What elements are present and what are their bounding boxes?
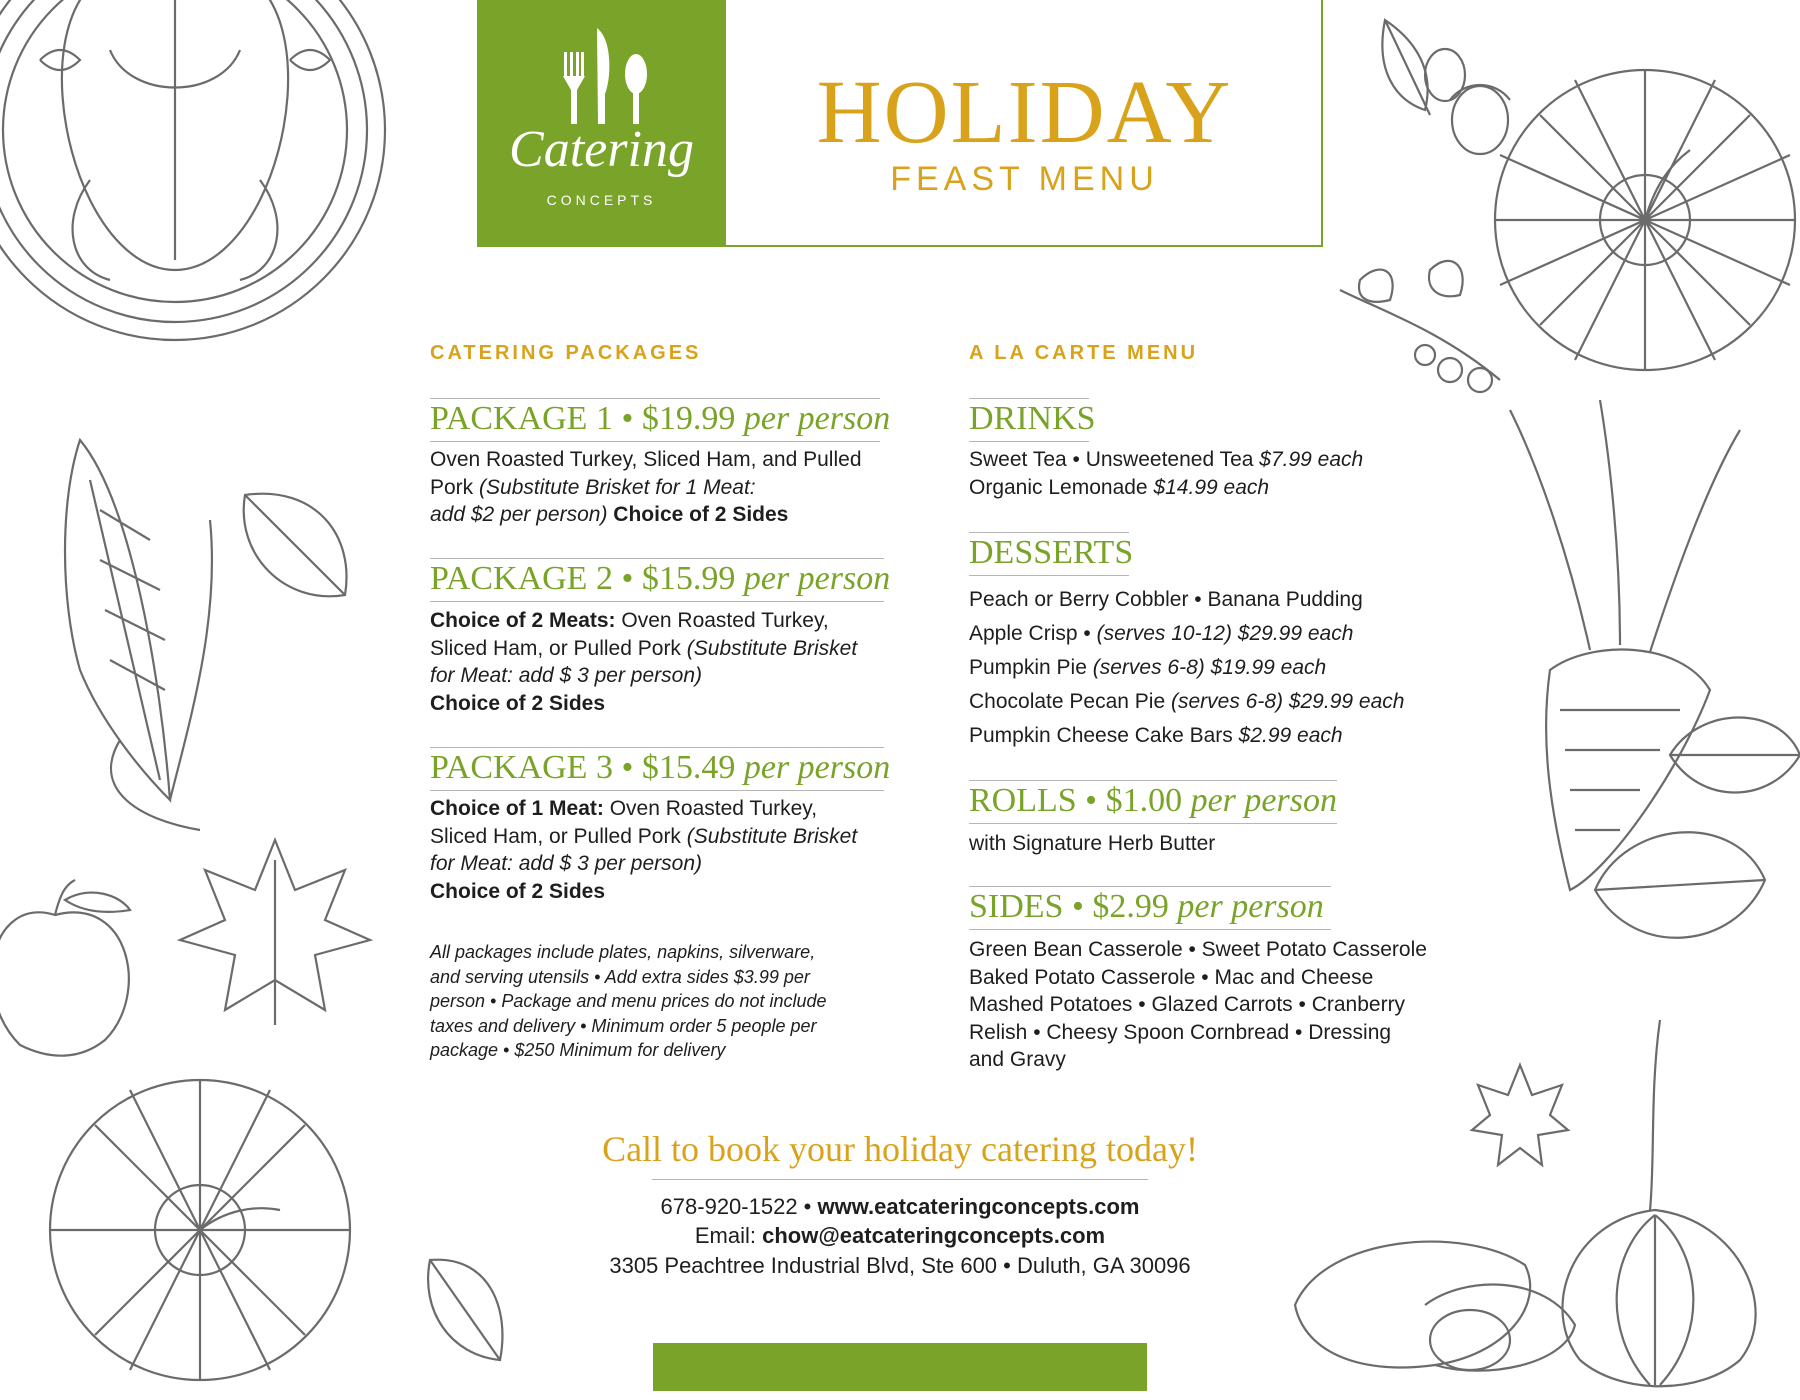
sides-unit: per person bbox=[1177, 888, 1324, 925]
package-2-line: (Substitute Brisket bbox=[686, 636, 858, 660]
turkey-platter-illustration bbox=[0, 0, 420, 360]
package-3-unit: per person bbox=[743, 749, 891, 786]
rolls-unit: per person bbox=[1190, 782, 1337, 819]
corn-illustration bbox=[20, 420, 240, 840]
sides-line: and Gravy bbox=[969, 1048, 1066, 1071]
package-2-description bbox=[430, 607, 910, 717]
page-subtitle: FEAST MENU bbox=[890, 160, 1159, 198]
contact-phone-web: 678-920-1522 • www.eatcateringconcepts.com bbox=[660, 1194, 1140, 1219]
sides-line: Mashed Potatoes • Glazed Carrots • Cranberry bbox=[969, 993, 1406, 1016]
berries-branch-illustration bbox=[1320, 250, 1520, 400]
dessert-item bbox=[969, 588, 1363, 612]
dessert-item bbox=[969, 690, 1404, 714]
package-3-line: Choice of 1 Meat: bbox=[430, 797, 604, 820]
dessert-name: Peach or Berry Cobbler • Banana Pudding bbox=[969, 588, 1363, 611]
package-1-price: $19.99 bbox=[641, 400, 736, 437]
logo-subtitle: CONCEPTS bbox=[546, 192, 657, 208]
note-line: All packages include plates, napkins, silverware, bbox=[430, 942, 816, 962]
package-2-label: PACKAGE 2 • bbox=[430, 560, 634, 597]
leaf-right-lower-illustration bbox=[1585, 800, 1775, 970]
pumpkin-bottom-left-illustration bbox=[35, 1060, 365, 1390]
package-3-price: $15.49 bbox=[641, 749, 736, 786]
package-1-line: Pork bbox=[430, 475, 480, 499]
footer-bar bbox=[653, 1343, 1147, 1391]
dessert-item bbox=[969, 622, 1353, 646]
drinks-line: Sweet Tea • Unsweetened Tea bbox=[969, 448, 1260, 471]
package-3-label: PACKAGE 3 • bbox=[430, 749, 634, 786]
package-2-line: Oven Roasted Turkey, bbox=[615, 609, 829, 632]
package-1-line: Oven Roasted Turkey, Sliced Ham, and Pulled bbox=[430, 448, 862, 471]
package-3-description bbox=[430, 795, 910, 905]
catering-packages-heading: CATERING PACKAGES bbox=[430, 342, 702, 364]
package-notes bbox=[430, 940, 910, 1063]
sides-label: SIDES • bbox=[969, 888, 1084, 925]
sides-line: Relish • Cheesy Spoon Cornbread • Dressing bbox=[969, 1020, 1392, 1044]
page-title: HOLIDAY bbox=[816, 63, 1233, 162]
apple-illustration bbox=[0, 875, 150, 1065]
package-1-sides: Choice of 2 Sides bbox=[607, 503, 789, 526]
package-1-description bbox=[430, 446, 910, 529]
call-to-action: Call to book your holiday catering today! bbox=[602, 1129, 1198, 1169]
package-1-unit: per person bbox=[743, 400, 891, 437]
package-2-sides: Choice of 2 Sides bbox=[430, 691, 606, 715]
dessert-name: Pumpkin Pie bbox=[969, 656, 1093, 679]
logo-script-text: Catering bbox=[509, 121, 694, 178]
sides-heading bbox=[969, 886, 1331, 930]
dessert-name: Apple Crisp • bbox=[969, 622, 1097, 645]
sides-price: $2.99 bbox=[1092, 888, 1169, 925]
drinks-price: $7.99 each bbox=[1259, 448, 1364, 471]
desserts-heading: DESSERTS bbox=[969, 532, 1129, 576]
sweet-potato-illustration bbox=[1285, 1215, 1585, 1385]
drinks-heading: DRINKS bbox=[969, 398, 1089, 442]
note-line: and serving utensils • Add extra sides $3.99 per bbox=[430, 966, 810, 987]
package-2-line: Sliced Ham, or Pulled Pork bbox=[430, 636, 687, 660]
logo-panel bbox=[477, 0, 726, 247]
package-1-line: add $2 per person) bbox=[430, 503, 608, 526]
contact-email bbox=[500, 1223, 1300, 1249]
drinks-list bbox=[969, 446, 1449, 501]
package-2-price: $15.99 bbox=[641, 560, 736, 597]
package-2-line: for Meat: add $ 3 per person) bbox=[430, 664, 702, 687]
rolls-description: with Signature Herb Butter bbox=[969, 832, 1216, 855]
cta-divider bbox=[652, 1179, 1148, 1180]
package-1-heading bbox=[430, 398, 891, 442]
package-2-heading bbox=[430, 558, 891, 602]
package-1-label: PACKAGE 1 • bbox=[430, 400, 634, 437]
rolls-label: ROLLS • bbox=[969, 782, 1098, 819]
contact-address: 3305 Peachtree Industrial Blvd, Ste 600 • Duluth, GA 30096 bbox=[609, 1253, 1191, 1278]
dessert-item bbox=[969, 724, 1343, 748]
rolls-price: $1.00 bbox=[1105, 782, 1183, 819]
package-3-line: (Substitute Brisket bbox=[686, 824, 858, 848]
package-3-sides: Choice of 2 Sides bbox=[430, 879, 606, 903]
package-2-line: Choice of 2 Meats: bbox=[430, 609, 616, 632]
rolls-heading bbox=[969, 780, 1337, 824]
sides-list bbox=[969, 936, 1489, 1074]
dessert-detail: (serves 6-8) $29.99 each bbox=[1170, 690, 1405, 713]
package-2-unit: per person bbox=[743, 560, 891, 597]
dessert-detail: $2.99 each bbox=[1238, 724, 1343, 747]
package-3-line: for Meat: add $ 3 per person) bbox=[430, 852, 702, 875]
email-link[interactable]: chow@eatcateringconcepts.com bbox=[762, 1223, 1106, 1248]
dessert-detail: (serves 10-12) $29.99 each bbox=[1096, 622, 1354, 645]
note-line: package • $250 Minimum for delivery bbox=[430, 1040, 726, 1060]
package-3-heading bbox=[430, 747, 891, 791]
package-1-line: (Substitute Brisket for 1 Meat: bbox=[479, 475, 756, 499]
package-3-line: Sliced Ham, or Pulled Pork bbox=[430, 824, 687, 848]
sides-line: Baked Potato Casserole • Mac and Cheese bbox=[969, 965, 1374, 989]
maple-leaf-illustration bbox=[175, 830, 375, 1030]
drinks-price: $14.99 each bbox=[1153, 475, 1270, 499]
note-line: person • Package and menu prices do not include bbox=[430, 991, 827, 1011]
email-label: Email: bbox=[694, 1223, 763, 1248]
sides-line: Green Bean Casserole • Sweet Potato Casserole bbox=[969, 938, 1427, 961]
note-line: taxes and delivery • Minimum order 5 people per bbox=[430, 1015, 817, 1036]
package-3-line: Oven Roasted Turkey, bbox=[603, 797, 818, 820]
dessert-item bbox=[969, 656, 1326, 680]
cutlery-icon bbox=[477, 0, 726, 130]
leaf-small-illustration bbox=[225, 475, 365, 615]
a-la-carte-heading: A LA CARTE MENU bbox=[969, 342, 1199, 364]
phone-number[interactable]: 678-920-1522 bbox=[660, 1194, 798, 1219]
leaf-right-mid-illustration bbox=[1660, 695, 1800, 815]
dessert-detail: (serves 6-8) $19.99 each bbox=[1092, 656, 1327, 679]
website-link[interactable]: www.eatcateringconcepts.com bbox=[817, 1194, 1140, 1219]
pumpkin-top-right-illustration bbox=[1475, 55, 1800, 385]
dessert-name: Pumpkin Cheese Cake Bars bbox=[969, 724, 1239, 747]
drinks-line: Organic Lemonade bbox=[969, 475, 1154, 499]
dessert-name: Chocolate Pecan Pie bbox=[969, 690, 1171, 713]
